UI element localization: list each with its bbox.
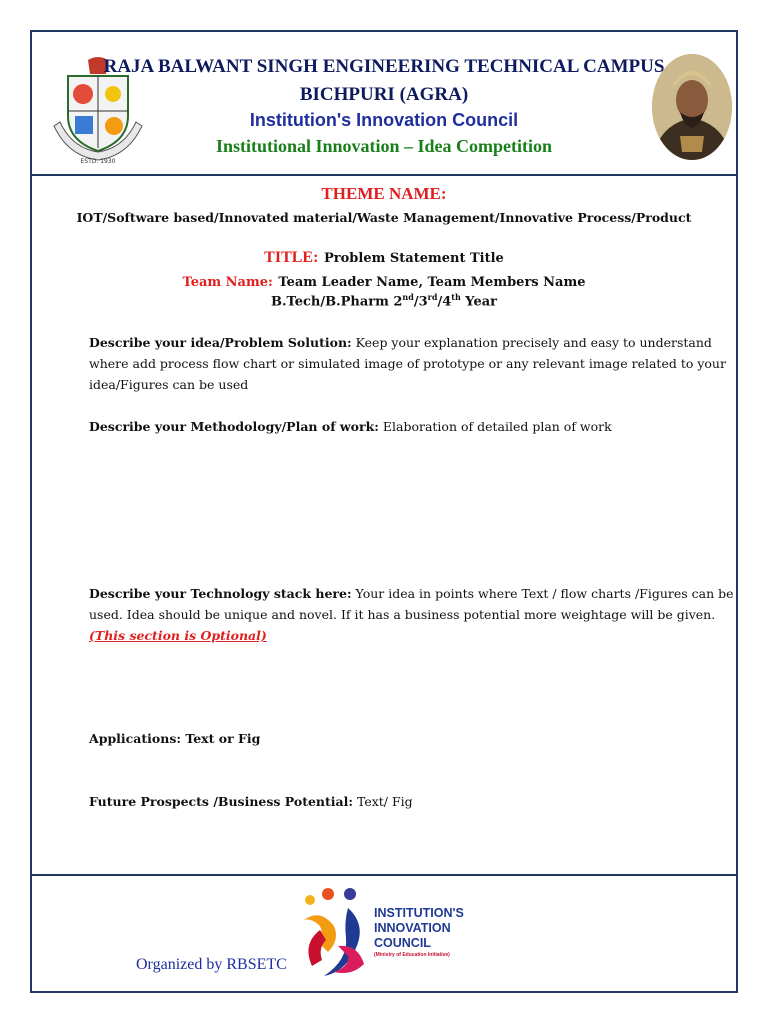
team-line (32, 271, 736, 290)
college-name-line1: RAJA BALWANT SINGH ENGINEERING TECHNICAL CAMPUS (103, 56, 665, 77)
methodology-text: Elaboration of detailed plan of work (378, 419, 612, 434)
competition-title: Institutional Innovation – Idea Competition (215, 136, 553, 156)
title-line (32, 247, 736, 267)
page-frame (30, 30, 738, 993)
organized-by: Organized by RBSETC (136, 956, 287, 973)
theme-list: IOT/Software based/Innovated material/Waste Management/Innovative Process/Product (76, 210, 692, 225)
team-label: Team Name: (182, 275, 273, 290)
iic-logo-subtitle: (Ministry of Education Initiative) (374, 952, 450, 958)
future-text: Text/ Fig (353, 794, 413, 809)
tech-stack-text: Your idea in points where Text / flow charts /Figures can be used. Idea should be unique and novel. If it has a business potential more weightage will be given. (89, 586, 734, 622)
sup-th: th (451, 292, 461, 302)
college-name-line2: BICHPURI (AGRA) (299, 84, 469, 105)
title-label: TITLE: (264, 249, 319, 266)
idea-section (89, 332, 749, 395)
iic-logo-line1: INSTITUTION'S (374, 906, 464, 920)
iic-logo-line3: COUNCIL (374, 936, 431, 950)
iic-logo-text (374, 906, 464, 959)
sup-nd: nd (402, 292, 414, 302)
course-prefix: B.Tech/B.Pharm 2 (271, 294, 403, 310)
header-divider (32, 174, 736, 176)
course-line (32, 292, 736, 309)
idea-text: Keep your explanation precisely and easy to understand where add process flow chart or simulated image of prototype or any relevant image related to your idea/Figures can be used (89, 335, 726, 392)
iic-logo-line2: INNOVATION (374, 921, 451, 935)
future-section (89, 791, 749, 812)
tech-stack-section (89, 583, 749, 646)
council-name: Institution's Innovation Council (249, 110, 519, 130)
idea-label: Describe your idea/Problem Solution: (89, 335, 352, 350)
course-slash4: /4 (437, 294, 452, 310)
optional-note: (This section is Optional) (89, 628, 267, 643)
footer-divider (32, 874, 736, 876)
applications-section (89, 728, 749, 749)
course-slash3: /3 (413, 294, 428, 310)
methodology-label: Describe your Methodology/Plan of work: (89, 419, 379, 434)
theme-heading: THEME NAME: (321, 184, 447, 203)
sup-rd: rd (427, 292, 438, 302)
tech-stack-label: Describe your Technology stack here: (89, 586, 352, 601)
title-value: Problem Statement Title (324, 251, 504, 266)
applications-label: Applications: Text or Fig (89, 731, 261, 746)
future-label: Future Prospects /Business Potential: (89, 794, 353, 809)
course-year: Year (460, 294, 497, 310)
methodology-section (89, 416, 749, 437)
iic-logo (298, 886, 498, 982)
svg-text:ESTD. 1930: ESTD. 1930 (80, 158, 116, 164)
team-value: Team Leader Name, Team Members Name (278, 275, 586, 290)
